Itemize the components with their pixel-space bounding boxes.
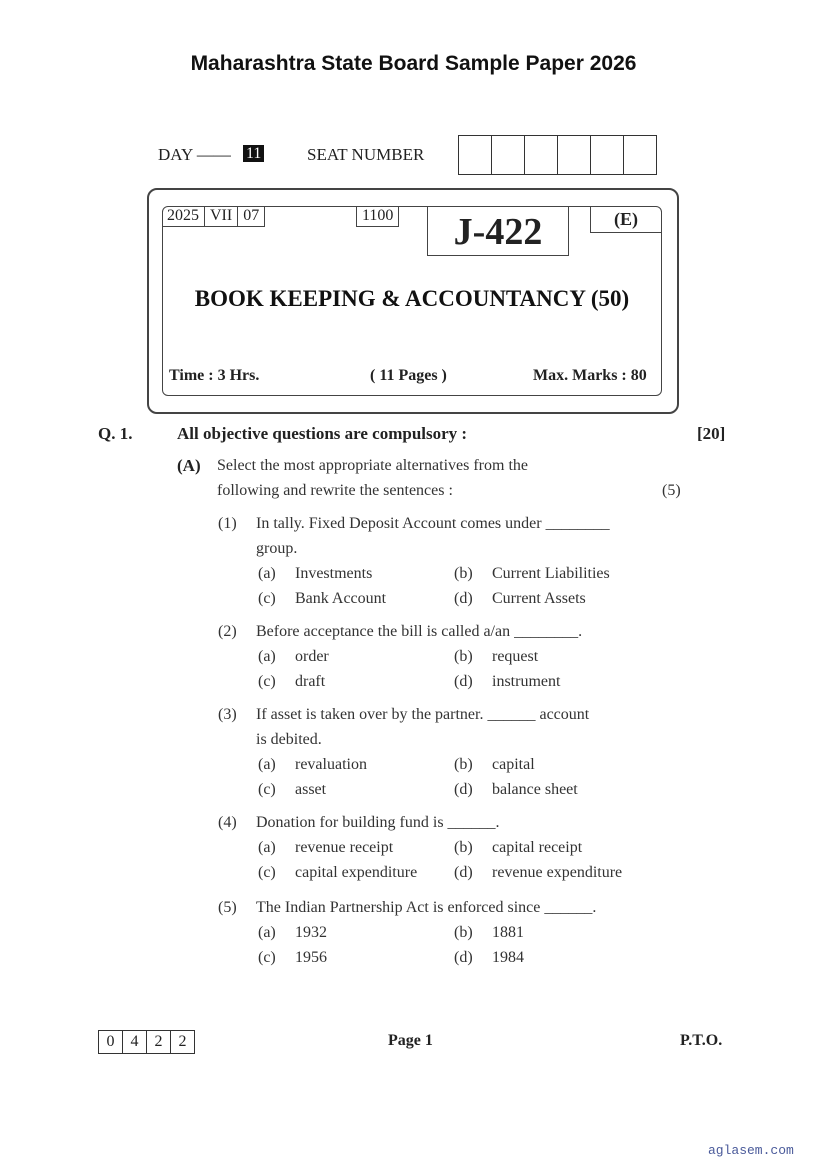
item-number: (2) bbox=[218, 623, 237, 640]
option-label: (c) bbox=[258, 864, 276, 881]
item-text: In tally. Fixed Deposit Account comes under ________ bbox=[256, 515, 610, 532]
option-text: draft bbox=[295, 673, 326, 690]
option-label: (a) bbox=[258, 565, 276, 582]
option-text: 1956 bbox=[295, 949, 327, 966]
option-label: (c) bbox=[258, 673, 276, 690]
item-text: The Indian Partnership Act is enforced since ______. bbox=[256, 899, 597, 916]
option-label: (d) bbox=[454, 949, 473, 966]
item-text: is debited. bbox=[256, 731, 322, 748]
paper-code-boxes: 0 4 2 2 bbox=[98, 1030, 195, 1054]
option-text: asset bbox=[295, 781, 327, 798]
question-marks: [20] bbox=[697, 424, 726, 443]
option-label: (a) bbox=[258, 648, 276, 665]
part-label: (A) bbox=[177, 456, 201, 475]
option-text: Current Assets bbox=[492, 590, 586, 607]
option-label: (c) bbox=[258, 781, 276, 798]
option-text: Bank Account bbox=[295, 590, 387, 607]
option-label: (c) bbox=[258, 949, 276, 966]
option-label: (b) bbox=[454, 648, 473, 665]
option-label: (c) bbox=[258, 590, 276, 607]
option-label: (b) bbox=[454, 565, 473, 582]
option-label: (a) bbox=[258, 924, 276, 941]
day-label: DAY —— bbox=[158, 145, 231, 164]
option-text: order bbox=[295, 648, 329, 665]
page-title: Maharashtra State Board Sample Paper 2026 bbox=[190, 52, 637, 75]
part-instruction: Select the most appropriate alternatives from the bbox=[217, 457, 528, 474]
option-text: revenue receipt bbox=[295, 839, 394, 856]
max-marks: Max. Marks : 80 bbox=[533, 367, 647, 384]
item-text: Before acceptance the bill is called a/an ________. bbox=[256, 623, 583, 640]
item-number: (3) bbox=[218, 706, 237, 723]
language: (E) bbox=[590, 206, 661, 233]
watermark: aglasem.com bbox=[708, 1143, 794, 1158]
option-label: (a) bbox=[258, 839, 276, 856]
paper-code: J-422 bbox=[427, 206, 569, 256]
option-label: (b) bbox=[454, 756, 473, 773]
option-text: balance sheet bbox=[492, 781, 578, 798]
date-boxes: 2025 VII 07 bbox=[162, 206, 265, 227]
option-label: (d) bbox=[454, 590, 473, 607]
option-label: (b) bbox=[454, 839, 473, 856]
option-label: (d) bbox=[454, 781, 473, 798]
option-text: request bbox=[492, 648, 539, 665]
item-text: group. bbox=[256, 540, 298, 557]
page-count: ( 11 Pages ) bbox=[370, 367, 447, 384]
page-number: Page 1 bbox=[388, 1032, 433, 1049]
option-text: revaluation bbox=[295, 756, 367, 773]
question-number: Q. 1. bbox=[98, 424, 133, 443]
option-text: Investments bbox=[295, 565, 373, 582]
day-number: 11 bbox=[243, 145, 264, 163]
option-text: capital bbox=[492, 756, 535, 773]
option-label: (d) bbox=[454, 673, 473, 690]
duration: Time : 3 Hrs. bbox=[169, 367, 260, 384]
option-text: capital expenditure bbox=[295, 864, 418, 881]
seat-number-boxes bbox=[458, 135, 657, 175]
seat-number-label: SEAT NUMBER bbox=[307, 145, 425, 164]
item-number: (4) bbox=[218, 814, 237, 831]
subject-title: BOOK KEEPING & ACCOUNTANCY (50) bbox=[194, 286, 630, 311]
time-code: 1100 bbox=[356, 206, 399, 227]
part-instruction: following and rewrite the sentences : bbox=[217, 482, 453, 499]
option-text: revenue expenditure bbox=[492, 864, 623, 881]
part-marks: (5) bbox=[662, 482, 681, 499]
option-text: capital receipt bbox=[492, 839, 583, 856]
item-number: (1) bbox=[218, 515, 237, 532]
option-label: (b) bbox=[454, 924, 473, 941]
pto: P.T.O. bbox=[680, 1032, 723, 1049]
item-number: (5) bbox=[218, 899, 237, 916]
option-label: (a) bbox=[258, 756, 276, 773]
option-text: instrument bbox=[492, 673, 561, 690]
item-text: If asset is taken over by the partner. ______ account bbox=[256, 706, 590, 723]
option-text: 1984 bbox=[492, 949, 524, 966]
option-text: 1932 bbox=[295, 924, 327, 941]
question-text: All objective questions are compulsory : bbox=[177, 424, 468, 443]
option-label: (d) bbox=[454, 864, 473, 881]
option-text: 1881 bbox=[492, 924, 524, 941]
option-text: Current Liabilities bbox=[492, 565, 610, 582]
item-text: Donation for building fund is ______. bbox=[256, 814, 500, 831]
